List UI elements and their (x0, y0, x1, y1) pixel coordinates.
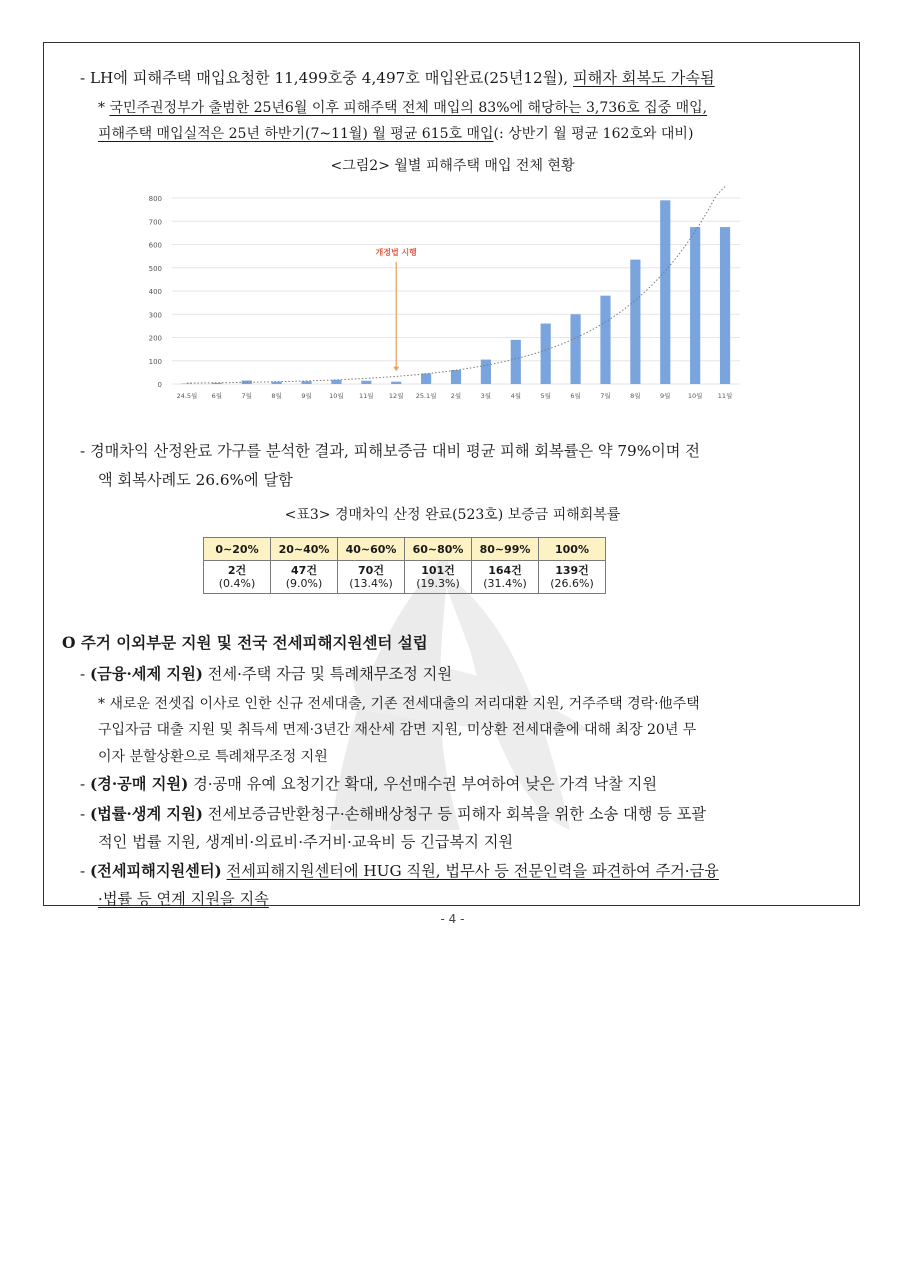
section-heading-support (62, 632, 428, 654)
bar (361, 381, 371, 384)
table-cell (204, 561, 271, 594)
bar (451, 370, 461, 384)
x-tick-label: 7월 (241, 392, 252, 400)
auction-support-line (80, 773, 657, 795)
x-tick-label: 8월 (630, 392, 641, 400)
recovery-rate-table (203, 537, 606, 594)
y-tick-label: 200 (148, 334, 162, 343)
annotation-label: 개정법 시행 (375, 247, 417, 257)
cell-pct: (0.4%) (218, 577, 256, 590)
dash: - (80, 775, 90, 793)
figure-caption: <그림2> 월별 피해주택 매입 전체 현황 (330, 158, 575, 174)
note-text-2: 피해주택 매입실적은 25년 하반기(7~11월) 월 평균 615호 매입 (98, 126, 494, 142)
center-support-text-1: 전세피해지원센터에 HUG 직원, 법무사 등 전문인력을 파견하여 주거·금융 (226, 862, 719, 880)
x-tick-label: 24.5월 (176, 392, 198, 400)
table-header-cell: 0~20% (204, 538, 271, 561)
y-tick-label: 100 (148, 357, 162, 366)
finance-text: 전세·주택 자금 및 특례채무조정 지원 (202, 665, 452, 683)
x-tick-label: 4월 (510, 392, 522, 400)
bar (600, 296, 610, 384)
x-tick-label: 6월 (211, 392, 223, 400)
chart-svg (140, 186, 750, 411)
bar (212, 383, 222, 384)
table-cell (405, 561, 472, 594)
hollow-bullet-icon: O (62, 633, 76, 652)
cell-pct: (31.4%) (483, 577, 527, 590)
y-tick-label: 700 (148, 218, 162, 227)
bar (481, 360, 491, 384)
center-support-label: (전세피해지원센터) (89, 862, 222, 880)
cell-pct: (13.4%) (349, 577, 393, 590)
cell-count: 139건 (555, 564, 589, 577)
y-tick-label: 800 (148, 195, 162, 203)
bar (272, 382, 282, 384)
x-tick-label: 12월 (388, 392, 404, 400)
table-cell (338, 561, 405, 594)
finance-note-2: 구입자금 대출 지원 및 취득세 면제·3년간 재산세 감면 지원, 미상환 전세대출에 대해 최장 20년 무 (98, 722, 697, 738)
note-text-2-rest: (: 상반기 월 평균 162호와 대비) (493, 126, 694, 142)
center-support-line (80, 860, 719, 882)
table-header-row (204, 538, 606, 561)
table-header-cell: 100% (539, 538, 606, 561)
lh-purchase-text: - LH에 피해주택 매입요청한 11,499호중 4,497호 매입완료(25년12월), (80, 69, 573, 87)
finance-note-1: * 새로운 전셋집 이사로 인한 신규 전세대출, 기존 전세대출의 저리대환 지원, 거주주택 경락·他주택 (98, 696, 700, 712)
bar (301, 381, 311, 384)
bar (421, 374, 431, 384)
x-tick-label: 6월 (570, 392, 581, 400)
cell-count: 47건 (291, 564, 317, 577)
y-tick-label: 0 (157, 381, 162, 389)
x-tick-label: 3월 (480, 392, 492, 400)
trendline (187, 186, 725, 383)
dash: - (80, 862, 90, 880)
lh-purchase-line (80, 67, 715, 89)
x-tick-label: 11월 (359, 392, 374, 400)
table-cell (539, 561, 606, 594)
x-tick-label: 5월 (540, 392, 551, 400)
page-number: - 4 - (440, 912, 465, 926)
table-caption: <표3> 경매차익 산정 완료(523호) 보증금 피해회복률 (284, 507, 621, 523)
x-tick-label: 9월 (660, 392, 671, 400)
monthly-purchase-chart (140, 186, 750, 411)
x-tick-label: 25.1월 (415, 392, 437, 400)
cell-count: 2건 (227, 564, 247, 577)
bar (511, 340, 521, 384)
center-support-text-2: ·법률 등 연계 지원을 지속 (98, 890, 269, 908)
annotation-arrowhead (393, 367, 399, 372)
bar (660, 200, 670, 384)
x-tick-label: 10월 (687, 392, 703, 400)
note-text-1: 국민주권정부가 출범한 25년6월 이후 피해주택 전체 매입의 83%에 해당하는 3,736호 집중 매입, (109, 100, 708, 116)
cell-count: 164건 (488, 564, 522, 577)
bar (630, 260, 640, 384)
center-support-line-2 (98, 888, 269, 910)
cell-pct: (19.3%) (416, 577, 460, 590)
table-data-row (204, 561, 606, 594)
y-tick-label: 500 (148, 264, 162, 273)
y-tick-label: 600 (148, 241, 162, 250)
legal-support-label: (법률·생계 지원) (89, 805, 203, 823)
x-tick-label: 10월 (329, 392, 344, 400)
bar (541, 324, 551, 384)
legal-support-line (80, 803, 706, 825)
auction-line-2: 액 회복사례도 26.6%에 달함 (98, 471, 293, 489)
table-header-cell: 40~60% (338, 538, 405, 561)
bar (331, 380, 341, 384)
finance-support-line (80, 663, 452, 685)
bar (570, 314, 580, 384)
legal-support-line-2: 적인 법률 지원, 생계비·의료비·주거비·교육비 등 긴급복지 지원 (98, 833, 514, 851)
table-header-cell: 20~40% (271, 538, 338, 561)
auction-support-label: (경·공매 지원) (89, 775, 189, 793)
bar (690, 227, 700, 384)
cell-pct: (9.0%) (285, 577, 323, 590)
x-tick-label: 7월 (600, 392, 611, 400)
table-cell (472, 561, 539, 594)
bar (391, 382, 401, 384)
cell-count: 101건 (421, 564, 455, 577)
auction-support-text: 경·공매 유예 요청기간 확대, 우선매수권 부여하여 낮은 가격 낙찰 지원 (188, 775, 658, 793)
table-header-cell: 60~80% (405, 538, 472, 561)
dash: - (80, 805, 90, 823)
x-tick-label: 11월 (717, 392, 733, 400)
bar (720, 227, 730, 384)
section-title-support: 주거 이외부문 지원 및 전국 전세피해지원센터 설립 (80, 633, 428, 652)
note-line-1 (98, 97, 707, 119)
note-star: * (98, 100, 110, 116)
y-tick-label: 400 (148, 288, 162, 296)
note-line-2 (98, 123, 693, 145)
lh-recovery-emphasis: 피해자 회복도 가속됨 (572, 69, 715, 87)
finance-label: (금융·세제 지원) (89, 665, 203, 683)
dash: - (80, 665, 90, 683)
table-header-cell: 80~99% (472, 538, 539, 561)
legal-support-text-1: 전세보증금반환청구·손해배상청구 등 피해자 회복을 위한 소송 대행 등 포괄 (202, 805, 707, 823)
finance-note-3: 이자 분할상환으로 특례채무조정 지원 (98, 749, 328, 765)
cell-pct: (26.6%) (550, 577, 594, 590)
auction-line-1: - 경매차익 산정완료 가구를 분석한 결과, 피해보증금 대비 평균 피해 회복률은 약 79%이며 전 (80, 442, 700, 460)
x-tick-label: 9월 (301, 392, 312, 400)
x-tick-label: 2월 (450, 392, 462, 400)
y-tick-label: 300 (148, 311, 162, 320)
cell-count: 70건 (358, 564, 384, 577)
table-cell (271, 561, 338, 594)
x-tick-label: 8월 (271, 392, 282, 400)
